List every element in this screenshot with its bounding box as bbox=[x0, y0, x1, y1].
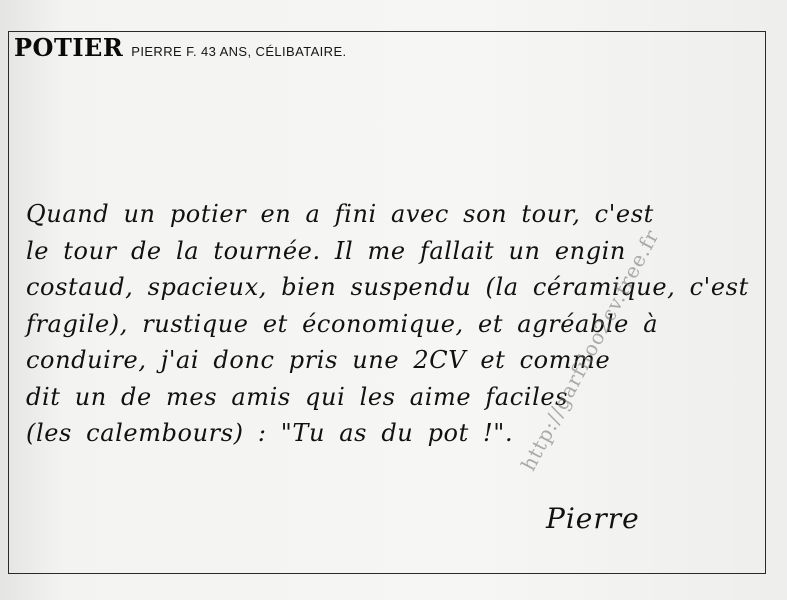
letter-line: (les calembours) : "Tu as du pot !". bbox=[26, 419, 514, 447]
letter-line: Quand un potier en a fini avec son tour, c'est bbox=[26, 200, 654, 228]
page-header bbox=[14, 33, 347, 63]
letter-line: conduire, j'ai donc pris une 2CV et comme bbox=[26, 346, 611, 374]
letter-line: dit un de mes amis qui les aime faciles bbox=[26, 382, 569, 411]
header-name: POTIER bbox=[14, 33, 124, 62]
watermark-url: http://garfiloo2cv.free.fr bbox=[516, 225, 664, 475]
letter-line: le tour de la tournée. Il me fallait un engin bbox=[26, 236, 626, 265]
letter-line: fragile), rustique et économique, et agréable à bbox=[26, 309, 659, 338]
signature: Pierre bbox=[546, 502, 640, 535]
letter-line: costaud, spacieux, bien suspendu (la céramique, c'est bbox=[26, 273, 749, 301]
header-info: PIERRE F. 43 ANS, CÉLIBATAIRE. bbox=[131, 44, 347, 59]
